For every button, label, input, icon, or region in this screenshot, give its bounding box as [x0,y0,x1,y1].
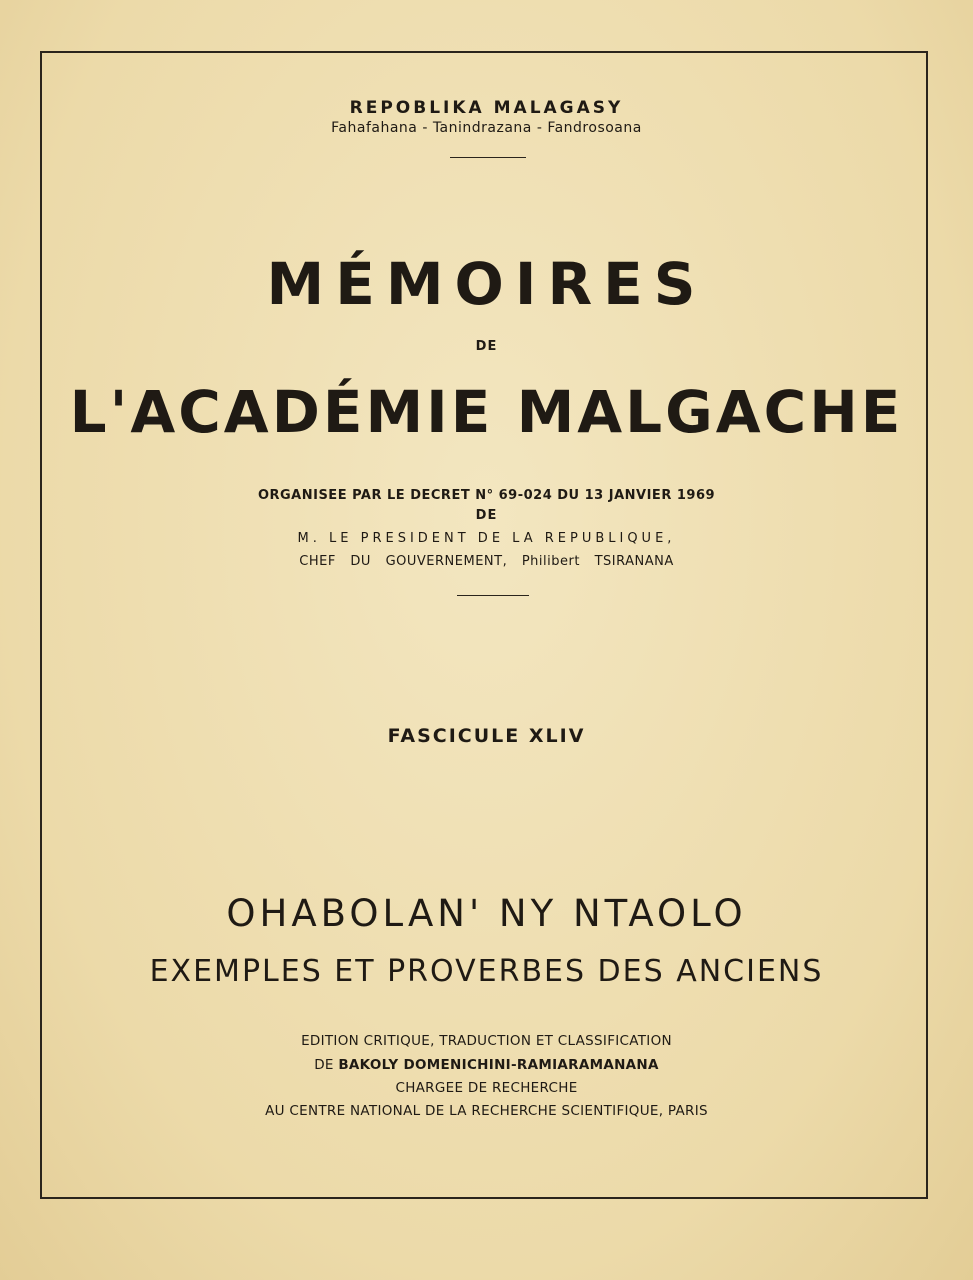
page-border [40,51,928,1199]
author-prefix: DE [314,1057,339,1073]
decree-connector: DE [475,508,498,523]
main-title-connector: DE [475,339,498,354]
fascicule-number: FASCICULE XLIV [387,725,586,747]
decree-line: ORGANISEE PAR LE DECRET N° 69-024 DU 13 JANVIER 1969 [257,488,716,503]
main-title-line2: L'ACADÉMIE MALGACHE [69,378,904,446]
author-line [0,1057,973,1073]
edition-line: EDITION CRITIQUE, TRADUCTION ET CLASSIFICATION [301,1033,672,1049]
decree-chef: CHEF DU GOUVERNEMENT, Philibert TSIRANANA [299,554,674,569]
author-role: CHARGEE DE RECHERCHE [395,1080,578,1096]
divider-top [450,157,526,158]
divider-middle [457,595,529,596]
country-name: REPOBLIKA MALAGASY [349,98,624,118]
national-motto: Fahafahana - Tanindrazana - Fandrosoana [331,120,642,136]
work-subtitle: EXEMPLES ET PROVERBES DES ANCIENS [149,954,824,989]
author-name: BAKOLY DOMENICHINI-RAMIARAMANANA [338,1057,659,1073]
work-title: OHABOLAN' NY NTAOLO [226,892,747,935]
author-institution: AU CENTRE NATIONAL DE LA RECHERCHE SCIENTIFIQUE, PARIS [265,1103,708,1119]
decree-president: M. LE PRESIDENT DE LA REPUBLIQUE, [297,531,676,546]
main-title-line1: MÉMOIRES [266,250,707,318]
